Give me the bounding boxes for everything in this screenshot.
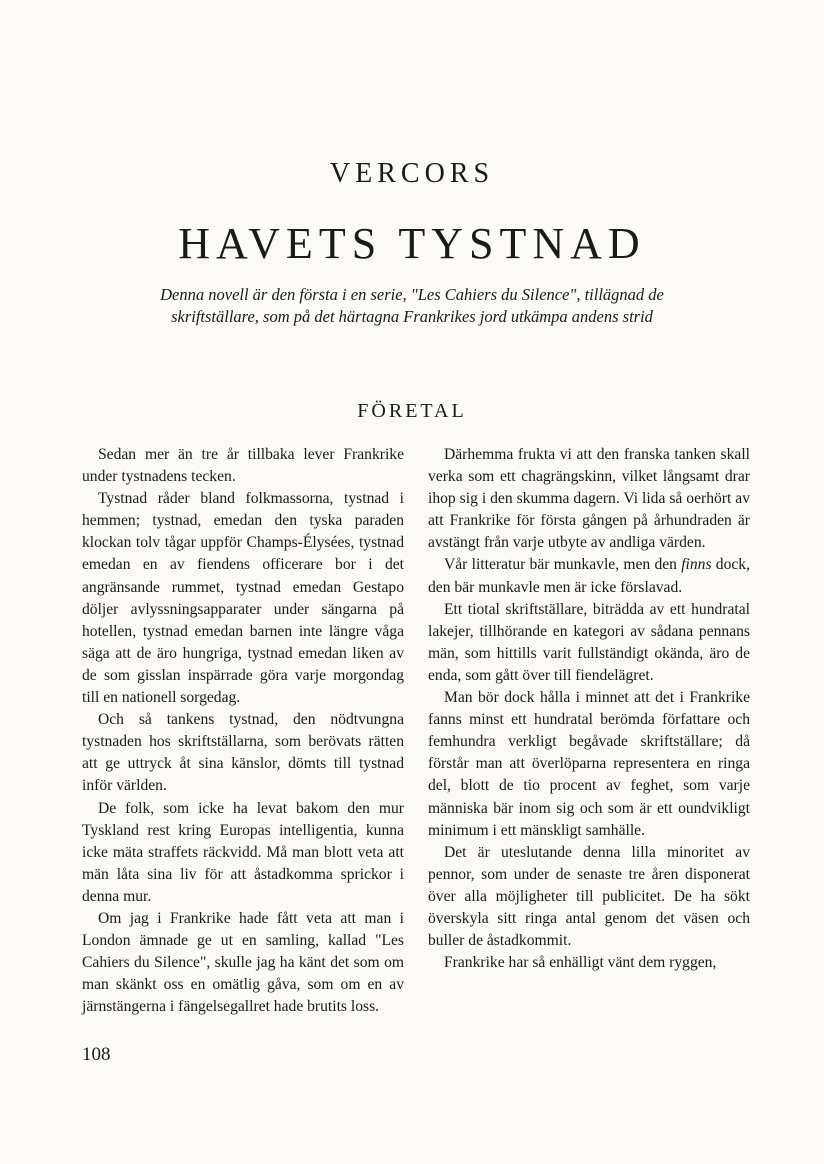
paragraph: Och så tankens tystnad, den nödtvungna tystnaden hos skriftställarna, som berövats rätten att ge uttryck åt sina känslor, dömts till tystnad inför världen. [82, 711, 404, 795]
section-title: FÖRETAL [357, 400, 467, 422]
paragraph: Det är uteslutande denna lilla minoritet av pennor, som under de senaste tre åren disponerat över alla möjligheter till publicitet. De ha sökt överskyla sitt ringa antal genom det väsen och buller de åstadkommit. [428, 843, 750, 950]
page-title: HAVETS TYSTNAD [178, 219, 646, 268]
paragraph: Ett tiotal skriftställare, biträdda av ett hundratal lakejer, tillhörande en kategori av sådana pennans män, som hittills varit fullständigt okända, äro de enda, som gått över till fiendelägret. [428, 600, 750, 684]
paragraph: Om jag i Frankrike hade fått veta att man i London ämnade ge ut en samling, kallad "Les Cahiers du Silence", skulle jag ha känt det som om man skänkt oss en omätlig gåva, som om en av järnstängerna i fängelsegallret hade brutits loss. [82, 909, 404, 1016]
paragraph [428, 554, 750, 598]
paragraph: Sedan mer än tre år tillbaka lever Frankrike under tystnadens tecken. [82, 446, 404, 486]
paragraph: Frankrike har så enhälligt vänt dem ryggen, [444, 954, 717, 972]
page-number: 108 [82, 1044, 111, 1065]
paragraph: Därhemma frukta vi att den franska tanken skall verka som ett chagrängskinn, vilket långsamt drar ihop sig i den skumma dagern. Vi lida så oerhört av att Frankrike för första gången på århundraden är avstängt från varje utbyte av andliga värden. [428, 446, 750, 552]
paragraph: De folk, som icke ha levat bakom den mur Tyskland rest kring Europas intelligentia, kunna icke mäta straffets räckvidd. Må man blott veta att män låta sina liv för att åstadkomma sprickor i denna mur. [82, 799, 404, 905]
left-column [82, 444, 404, 1018]
paragraph: Tystnad råder bland folkmassorna, tystnad i hemmen; tystnad, emedan den tyska paraden klockan tolv tågar uppför Champs-Élysées, tystnad emedan en av fiendens officerare bor i det angränsande rummet, tystnad emedan Gestapo döljer avlyssningsapparater under sängarna på hotellen, tystnad emedan barnen inte längre våga säga att de äro hungriga, tystnad emedan liken av de som gisslan inspärrade göra varje morgondag till en nationell sorgedag. [82, 490, 404, 707]
paragraph: Man bör dock hålla i minnet att det i Frankrike fanns minst ett hundratal berömda författare och femhundra verkligt begåvade skriftställare; då förstår man att överlöparna representera en ringa del, blott de tio procent av feghet, som varje människa bär inom sig och som är ett oundvikligt minimum i ett mänskligt samhälle. [428, 689, 750, 839]
right-column [428, 444, 750, 974]
author-name: VERCORS [329, 158, 495, 189]
emphasis-text: finns [681, 556, 712, 574]
dedication-text: Denna novell är den första i en serie, "Les Cahiers du Silence", tillägnad de skriftställare, som på det härtagna Frankrikes jord utkämpa andens strid [160, 285, 664, 326]
paragraph-text: dock, den bär munkavle men är icke förslavad. [428, 556, 751, 596]
paragraph-text: Vår litteratur bär munkavle, men den [444, 556, 682, 574]
